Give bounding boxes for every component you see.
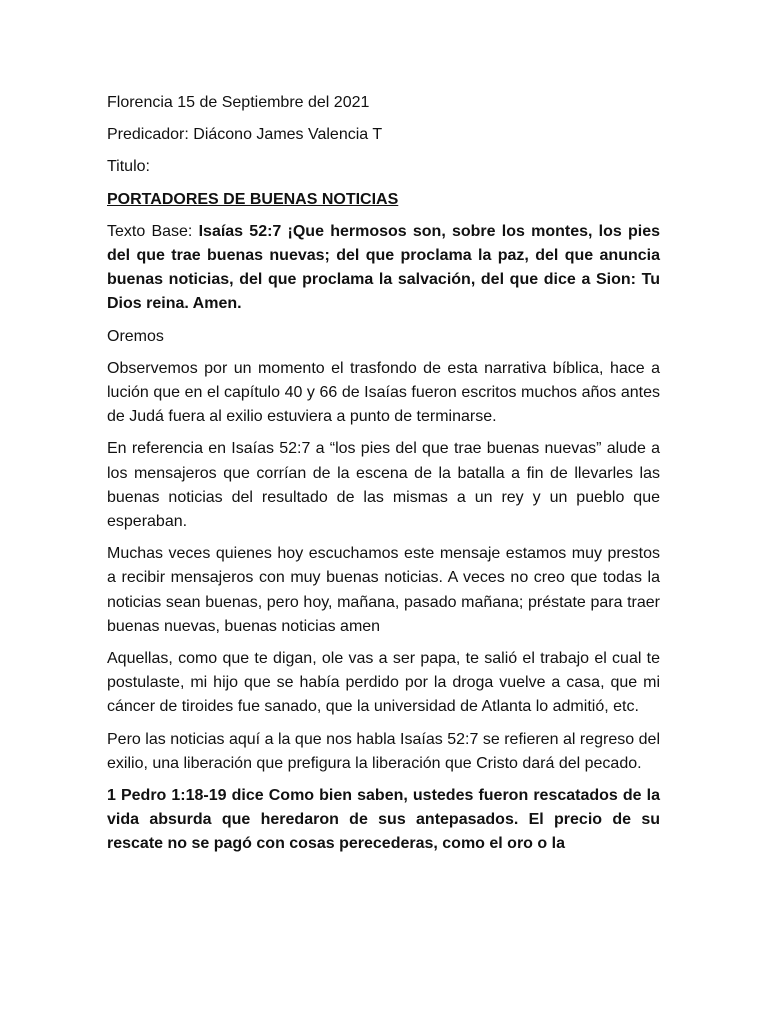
base-text-verse: Isaías 52:7 ¡Que hermosos son, sobre los montes, los pies del que trae buenas nuevas; del que proclama la paz, del que anuncia buenas noticias, del que proclama la salvación, del que dice a Sion: Tu Dios reina. Amen. [107, 222, 661, 313]
sermon-title: PORTADORES DE BUENAS NOTICIAS [107, 190, 399, 208]
document-page [107, 91, 660, 865]
body-paragraph: En referencia en Isaías 52:7 a “los pies del que trae buenas nuevas” alude a los mensajeros que corrían de la escena de la batalla a fin de llevarles las buenas noticias del resultado de las mismas a un rey y un pueblo que esperaban. [107, 440, 660, 531]
date-line: Florencia 15 de Septiembre del 2021 [107, 94, 370, 111]
base-text-paragraph [107, 220, 660, 317]
prayer-line: Oremos [107, 327, 164, 345]
body-paragraph: Pero las noticias aquí a la que nos habla Isaías 52:7 se refieren al regreso del exilio, una liberación que prefigura la liberación que Cristo dará del pecado. [107, 730, 660, 772]
base-text-label: Texto Base: [107, 222, 199, 240]
closing-verse-paragraph: 1 Pedro 1:18-19 dice Como bien saben, ustedes fueron rescatados de la vida absurda que heredaron de sus antepasados. El precio de su rescate no se pagó con cosas perecederas, como el oro o la [107, 787, 660, 853]
preacher-line: Predicador: Diácono James Valencia T [107, 126, 383, 144]
body-paragraph: Muchas veces quienes hoy escuchamos este mensaje estamos muy prestos a recibir mensajeros con muy buenas noticias. A veces no creo que todas la noticias sean buenas, pero hoy, mañana, pasado mañana; préstate para traer buenas nuevas, buenas noticias amen [107, 545, 660, 635]
body-paragraph: Aquellas, como que te digan, ole vas a ser papa, te salió el trabajo el cual te postulaste, mi hijo que se había perdido por la droga vuelve a casa, que mi cáncer de tiroides fue sanado, que la universidad de Atlanta lo admitió, etc. [107, 650, 660, 716]
body-paragraph: Observemos por un momento el trasfondo de esta narrativa bíblica, hace a lución que en el capítulo 40 y 66 de Isaías fueron escritos muchos años antes de Judá fuera al exilio estuviera a punto de terminarse. [107, 359, 660, 426]
title-label: Titulo: [107, 158, 150, 176]
